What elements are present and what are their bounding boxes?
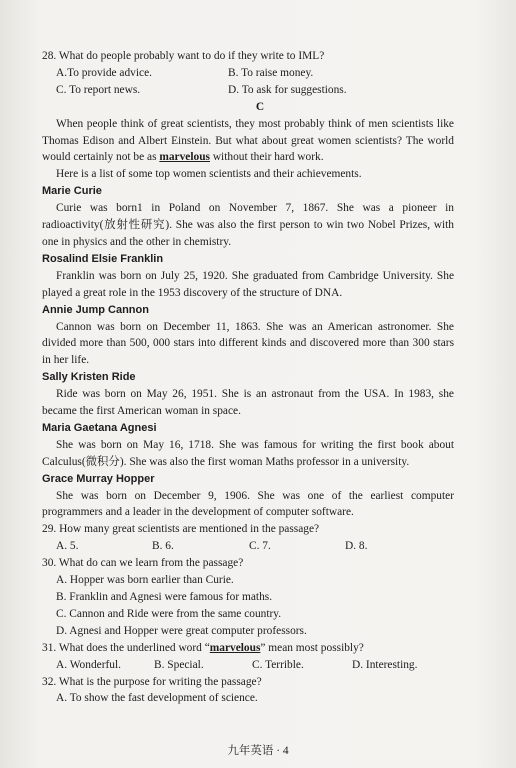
intro-text-before: When people think of great scientists, they most probably think of men scientists like Thomas Edison and Albert Einstein. But what about great women scientists? The world would certainly not be as	[42, 117, 454, 164]
scientist-description: Curie was born1 in Poland on November 7, 1867. She was a pioneer in radioactivity(放射性研究). She was also the first person to win two Nobel Prizes, with one in physics and the other in chemistry.	[42, 202, 454, 248]
scientist-name: Grace Murray Hopper	[42, 472, 155, 485]
scientist-description: Ride was born on May 26, 1951. She is an astronaut from the USA. In 1983, she became the first American woman in space.	[42, 388, 454, 418]
underlined-word: marvelous	[159, 151, 210, 164]
option-29d: D. 8.	[345, 540, 368, 553]
option-29a: A. 5.	[56, 540, 79, 553]
question-31	[42, 640, 454, 657]
page-footer: 九年英语 · 4	[227, 745, 289, 757]
option-28c: C. To report news.	[56, 83, 141, 96]
scientist-name: Annie Jump Cannon	[42, 303, 149, 316]
scientist-description: Cannon was born on December 11, 1863. She was an American astronomer. She divided more than 500, 000 stars into different kinds and discovered more than 300 stars in her life.	[42, 320, 454, 367]
section-heading-c: C	[255, 100, 265, 113]
scientist-name: Sally Kristen Ride	[42, 371, 136, 384]
option-31a: A. Wonderful.	[56, 658, 121, 671]
option-30c: C. Cannon and Ride were from the same country.	[56, 607, 282, 620]
question-28: 28. What do people probably want to do if they write to IML?	[42, 50, 325, 62]
question-30: 30. What do can we learn from the passage?	[42, 557, 244, 570]
page-content	[42, 48, 454, 707]
question-32: 32. What is the purpose for writing the passage?	[42, 675, 262, 688]
option-32a: A. To show the fast development of science.	[56, 692, 258, 705]
option-31d: D. Interesting.	[352, 658, 418, 671]
option-30b: B. Franklin and Agnesi were famous for maths.	[56, 591, 273, 603]
option-30d: D. Agnesi and Hopper were great computer professors.	[56, 624, 307, 637]
question-31-underlined-word: marvelous	[209, 641, 261, 654]
question-29: 29. How many great scientists are mentioned in the passage?	[42, 523, 320, 536]
question-31-after: ” mean most possibly?	[260, 641, 364, 654]
question-28-options-row2	[42, 82, 454, 99]
question-31-before: 31. What does the underlined word “	[42, 641, 210, 654]
option-30a: A. Hopper was born earlier than Curie.	[56, 574, 234, 587]
option-31c: C. Terrible.	[252, 658, 304, 671]
scientist-name: Rosalind Elsie Franklin	[42, 252, 164, 265]
option-28a: A.To provide advice.	[56, 66, 152, 79]
intro-text-after: without their hard work.	[209, 151, 324, 164]
intro-paragraph	[42, 116, 454, 167]
option-31b: B. Special.	[154, 658, 204, 671]
question-29-options	[42, 538, 454, 555]
option-28b: B. To raise money.	[228, 66, 314, 79]
option-29b: B. 6.	[152, 540, 174, 553]
scientist-description: She was born on December 9, 1906. She was one of the earliest computer programmers and a leader in the development of computer software.	[42, 489, 454, 519]
scientist-name: Marie Curie	[42, 185, 102, 198]
scientist-description: She was born on May 16, 1718. She was famous for writing the first book about Calculus(微积分). She was also the first woman Maths professor in a university.	[42, 438, 454, 468]
question-28-options-row1	[42, 65, 454, 82]
option-29c: C. 7.	[249, 540, 271, 553]
list-intro: Here is a list of some top women scientists and their achievements.	[56, 168, 362, 181]
scientist-name: Maria Gaetana Agnesi	[42, 421, 157, 434]
scientist-description: Franklin was born on July 25, 1920. She graduated from Cambridge University. She played a great role in the 1953 discovery of the structure of DNA.	[42, 269, 454, 299]
question-31-options	[42, 657, 454, 674]
option-28d: D. To ask for suggestions.	[228, 83, 347, 96]
